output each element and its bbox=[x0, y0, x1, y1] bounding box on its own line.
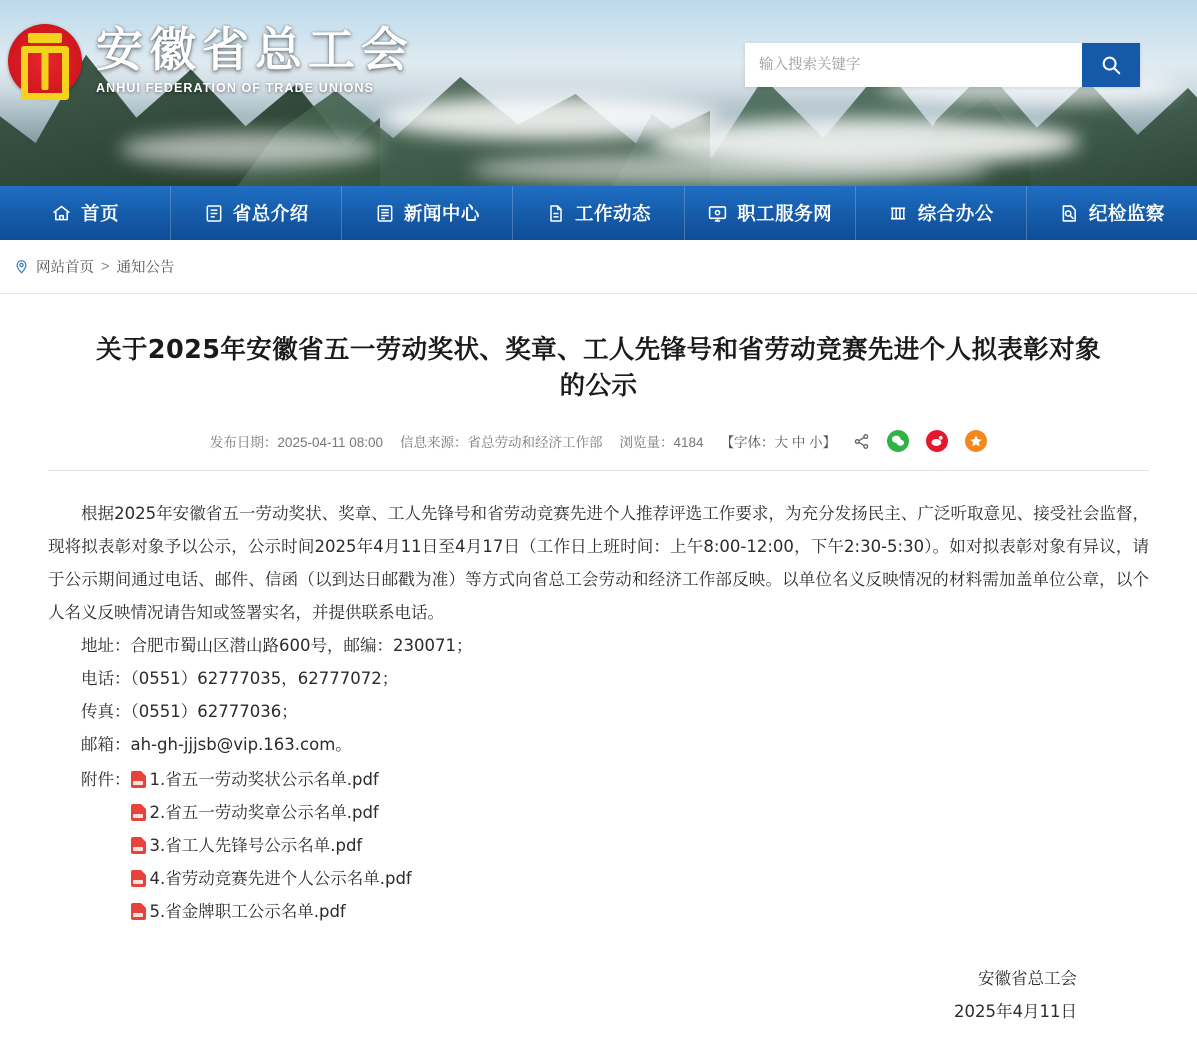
attachment-name: 4.省劳动竞赛先进个人公示名单.pdf bbox=[149, 869, 412, 889]
location-pin-icon bbox=[14, 258, 29, 275]
attachment-link[interactable] bbox=[131, 829, 412, 862]
info-source: 信息来源：省总劳动和经济工作部 bbox=[400, 435, 603, 451]
article-paragraph: 根据2025年安徽省五一劳动奖状、奖章、工人先锋号和省劳动竞赛先进个人推荐评选工作要求，为充分发扬民主、广泛听取意见、接受社会监督，现将拟表彰对象予以公示，公示时间2025年4月11日至4月17日（工作日上班时间：上午8:00-12:00，下午2:30-5:30）。如对拟表彰对象有异议，请于公示期间通过电话、邮件、信函（以到达日邮戳为准）等方式向省总工会劳动和经济工作部反映。以单位名义反映情况的材料需加盖单位公章，以个人名义反映情况请告知或签署实名，并提供联系电话。 bbox=[48, 504, 1149, 623]
nav-label: 工作动态 bbox=[574, 203, 651, 224]
main-navigation bbox=[0, 186, 1197, 240]
article-signoff bbox=[48, 962, 1149, 1028]
attachment-name: 2.省五一劳动奖章公示名单.pdf bbox=[149, 803, 379, 823]
signoff-organization: 安徽省总工会 bbox=[978, 969, 1077, 989]
brand-title-cn: 安徽省总工会 bbox=[96, 23, 414, 79]
pdf-file-icon bbox=[131, 804, 146, 821]
pdf-file-icon bbox=[131, 771, 146, 788]
contact-email: 邮箱：ah-gh-jjjsb@vip.163.com。 bbox=[81, 735, 352, 755]
attachments-label: 附件： bbox=[81, 770, 131, 790]
nav-item-worker-service[interactable] bbox=[685, 186, 856, 240]
search-button[interactable] bbox=[1082, 43, 1140, 87]
contact-fax: 传真：（0551）62777036； bbox=[81, 702, 298, 722]
search-box[interactable] bbox=[745, 43, 1140, 87]
nav-item-work-updates[interactable] bbox=[513, 186, 684, 240]
pdf-file-icon bbox=[131, 870, 146, 887]
share-icon[interactable] bbox=[853, 433, 870, 450]
attachment-link[interactable] bbox=[131, 796, 412, 829]
page-title: 关于2025年安徽省五一劳动奖状、奖章、工人先锋号和省劳动竞赛先进个人拟表彰对象的公示 bbox=[96, 335, 1101, 402]
view-count: 浏览量：4184 bbox=[619, 435, 704, 451]
breadcrumb bbox=[0, 240, 1197, 294]
article-meta bbox=[48, 430, 1149, 471]
attachment-link[interactable] bbox=[131, 763, 412, 796]
article-body bbox=[48, 497, 1149, 928]
home-icon bbox=[51, 203, 72, 224]
nav-label: 省总介绍 bbox=[232, 203, 309, 224]
attachment-name: 5.省金牌职工公示名单.pdf bbox=[149, 902, 346, 922]
breadcrumb-separator: > bbox=[101, 258, 110, 275]
brand-text bbox=[96, 23, 414, 96]
nav-item-about[interactable] bbox=[171, 186, 342, 240]
pdf-file-icon bbox=[131, 837, 146, 854]
file-icon bbox=[546, 203, 566, 224]
brand-title-en: ANHUI FEDERATION OF TRADE UNIONS bbox=[96, 81, 375, 96]
nav-item-general-office[interactable] bbox=[856, 186, 1027, 240]
building-icon bbox=[888, 203, 909, 224]
nav-label: 首页 bbox=[81, 203, 120, 224]
contact-phone: 电话：（0551）62777035，62777072； bbox=[81, 669, 399, 689]
weibo-icon[interactable] bbox=[926, 430, 948, 452]
attachment-name: 1.省五一劳动奖状公示名单.pdf bbox=[149, 770, 379, 790]
inspect-icon bbox=[1059, 203, 1080, 224]
cloud-decoration bbox=[470, 152, 990, 186]
pdf-file-icon bbox=[131, 903, 146, 920]
attachments-block bbox=[48, 763, 1149, 928]
nav-label: 新闻中心 bbox=[403, 203, 480, 224]
attachment-link[interactable] bbox=[131, 895, 412, 928]
favorite-star-icon[interactable] bbox=[965, 430, 987, 452]
attachments-list bbox=[131, 763, 412, 928]
nav-item-home[interactable] bbox=[0, 186, 171, 240]
search-icon bbox=[1100, 54, 1122, 76]
monitor-icon bbox=[707, 203, 728, 224]
breadcrumb-home-link[interactable]: 网站首页 bbox=[36, 260, 94, 276]
news-icon bbox=[375, 203, 395, 224]
publish-date: 发布日期：2025-04-11 08:00 bbox=[209, 435, 384, 451]
article-container bbox=[0, 294, 1197, 1046]
attachment-link[interactable] bbox=[131, 862, 412, 895]
cloud-decoration bbox=[120, 132, 380, 166]
site-logo[interactable] bbox=[0, 0, 414, 110]
wechat-icon[interactable] bbox=[887, 430, 909, 452]
nav-item-news[interactable] bbox=[342, 186, 513, 240]
nav-item-inspection[interactable] bbox=[1027, 186, 1197, 240]
nav-label: 职工服务网 bbox=[737, 203, 833, 224]
nav-label: 纪检监察 bbox=[1088, 203, 1165, 224]
font-size-control[interactable]: 【字体：大 中 小】 bbox=[720, 435, 837, 451]
nav-label: 综合办公 bbox=[917, 203, 994, 224]
breadcrumb-current-link[interactable]: 通知公告 bbox=[116, 260, 175, 276]
contact-address: 地址：合肥市蜀山区潜山路600号，邮编：230071； bbox=[81, 636, 473, 656]
document-icon bbox=[204, 203, 224, 224]
signoff-date: 2025年4月11日 bbox=[954, 1002, 1077, 1022]
anhui-federation-emblem-icon bbox=[8, 24, 82, 98]
attachment-name: 3.省工人先锋号公示名单.pdf bbox=[149, 836, 363, 856]
site-banner bbox=[0, 0, 1197, 186]
search-input[interactable] bbox=[745, 43, 1082, 87]
